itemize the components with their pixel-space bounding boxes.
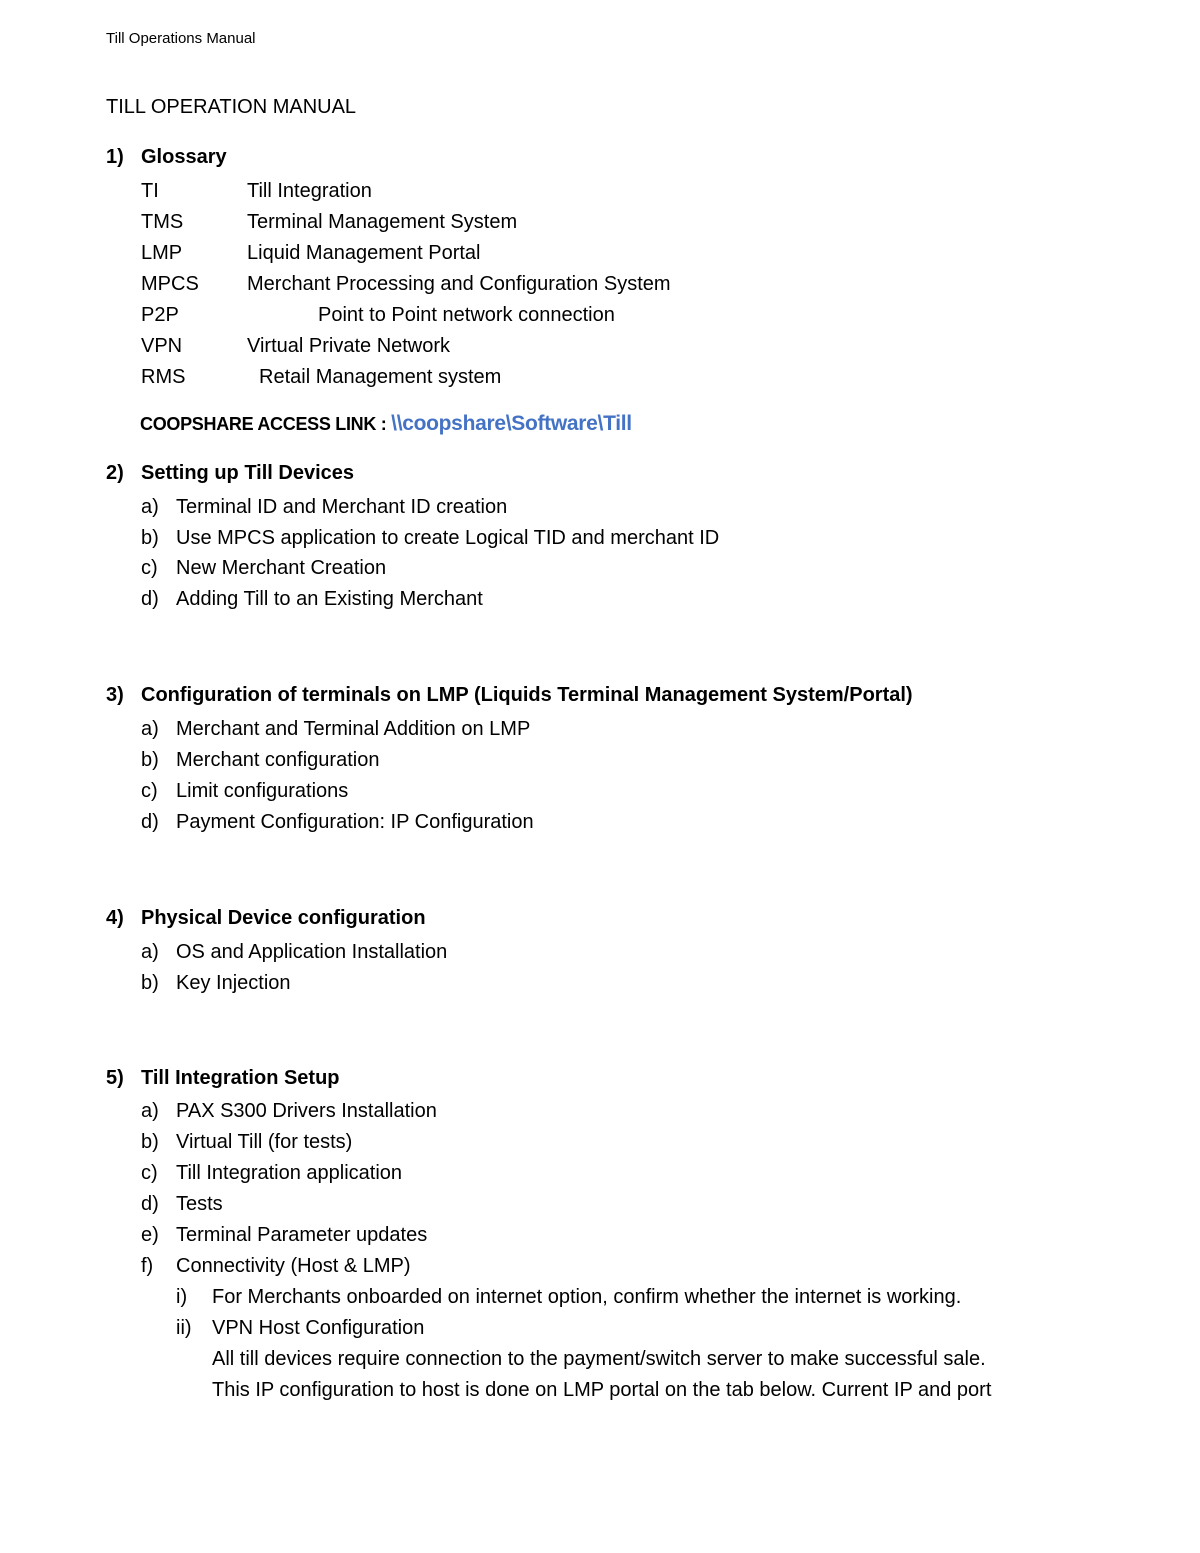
- list-item-text: Terminal ID and Merchant ID creation: [176, 496, 508, 518]
- list-marker: c): [141, 1162, 158, 1184]
- list-item: [141, 1193, 223, 1216]
- section-heading-glossary: [106, 146, 227, 169]
- list-marker: b): [141, 749, 159, 771]
- list-item-text: Virtual Till (for tests): [176, 1131, 353, 1153]
- list-marker: d): [141, 1193, 159, 1215]
- list-item: [141, 780, 348, 803]
- list-item-text: Merchant and Terminal Addition on LMP: [176, 718, 531, 740]
- sub-list-item: [176, 1286, 961, 1309]
- section-heading-physical-device: [106, 907, 426, 930]
- list-marker: f): [141, 1255, 154, 1277]
- list-item-text: Merchant configuration: [176, 749, 380, 771]
- list-item: [141, 972, 291, 995]
- list-item-text: Limit configurations: [176, 780, 349, 802]
- document-title: TILL OPERATION MANUAL: [106, 96, 357, 118]
- list-marker: ii): [176, 1317, 192, 1339]
- list-item: [141, 1162, 402, 1185]
- glossary-abbr: LMP: [141, 242, 183, 264]
- section-heading-till-integration: [106, 1067, 340, 1090]
- list-item-text: New Merchant Creation: [176, 557, 387, 579]
- list-item-text: For Merchants onboarded on internet option, confirm whether the internet is working.: [212, 1286, 962, 1308]
- list-marker: d): [141, 588, 159, 610]
- glossary-definition: Virtual Private Network: [247, 335, 451, 357]
- list-item: [141, 496, 507, 519]
- glossary-abbr: RMS: [141, 366, 186, 388]
- glossary-definition: Point to Point network connection: [318, 304, 615, 326]
- section-title: Setting up Till Devices: [141, 462, 355, 484]
- list-item: [141, 1255, 411, 1278]
- section-title: Glossary: [141, 146, 227, 168]
- list-item: [141, 1224, 427, 1247]
- list-item: [141, 749, 379, 772]
- list-item-text: Connectivity (Host & LMP): [176, 1255, 411, 1277]
- list-item: [141, 1100, 437, 1123]
- list-item-text: OS and Application Installation: [176, 941, 448, 963]
- list-item-text: PAX S300 Drivers Installation: [176, 1100, 437, 1122]
- list-item-text: Use MPCS application to create Logical TID and merchant ID: [176, 527, 720, 549]
- section-number: 5): [106, 1067, 124, 1089]
- glossary-abbr: MPCS: [141, 273, 199, 295]
- list-marker: c): [141, 557, 158, 579]
- glossary-abbr: TI: [141, 180, 159, 202]
- list-item-text: Key Injection: [176, 972, 291, 994]
- glossary-abbr: P2P: [141, 304, 179, 326]
- glossary-abbr: VPN: [141, 335, 183, 357]
- coopshare-access-link[interactable]: \\coopshare\Software\Till: [391, 412, 632, 435]
- list-marker: a): [141, 941, 159, 963]
- list-marker: d): [141, 811, 159, 833]
- list-marker: b): [141, 972, 159, 994]
- list-marker: b): [141, 1131, 159, 1153]
- list-item: [141, 588, 483, 611]
- list-item-text: Terminal Parameter updates: [176, 1224, 428, 1246]
- section-number: 4): [106, 907, 124, 929]
- sub-list-item: [176, 1317, 424, 1340]
- section-title: Configuration of terminals on LMP (Liquids Terminal Management System/Portal): [141, 684, 913, 706]
- list-item-text: Adding Till to an Existing Merchant: [176, 588, 483, 610]
- list-marker: e): [141, 1224, 159, 1246]
- glossary-abbr: TMS: [141, 211, 184, 233]
- list-item-text: VPN Host Configuration: [212, 1317, 425, 1339]
- list-item-text: Till Integration application: [176, 1162, 403, 1184]
- list-item: [141, 718, 530, 741]
- list-item: [141, 527, 719, 550]
- glossary-definition: Retail Management system: [259, 366, 502, 388]
- list-marker: b): [141, 527, 159, 549]
- list-item: [141, 557, 386, 580]
- glossary-definition: Terminal Management System: [247, 211, 518, 233]
- list-item: [141, 941, 447, 964]
- section-number: 2): [106, 462, 124, 484]
- access-label: COOPSHARE ACCESS LINK :: [140, 414, 392, 434]
- section-heading-lmp-config: [106, 684, 913, 707]
- section-number: 1): [106, 146, 124, 168]
- list-item-text: Tests: [176, 1193, 223, 1215]
- section-number: 3): [106, 684, 124, 706]
- running-header: Till Operations Manual: [106, 30, 256, 47]
- list-marker: a): [141, 1100, 159, 1122]
- paragraph-line: All till devices require connection to the payment/switch server to make successful sale.: [212, 1348, 986, 1370]
- list-item: [141, 811, 534, 834]
- section-title: Till Integration Setup: [141, 1067, 340, 1089]
- section-heading-setup: [106, 462, 354, 485]
- coopshare-access-line: [140, 412, 632, 436]
- list-marker: i): [176, 1286, 188, 1308]
- list-marker: c): [141, 780, 158, 802]
- glossary-definition: Liquid Management Portal: [247, 242, 481, 264]
- list-item-text: Payment Configuration: IP Configuration: [176, 811, 534, 833]
- list-item: [141, 1131, 352, 1154]
- paragraph-line: This IP configuration to host is done on LMP portal on the tab below. Current IP and port: [212, 1379, 992, 1401]
- list-marker: a): [141, 496, 159, 518]
- list-marker: a): [141, 718, 159, 740]
- glossary-definition: Merchant Processing and Configuration System: [247, 273, 671, 295]
- section-title: Physical Device configuration: [141, 907, 426, 929]
- glossary-definition: Till Integration: [247, 180, 372, 202]
